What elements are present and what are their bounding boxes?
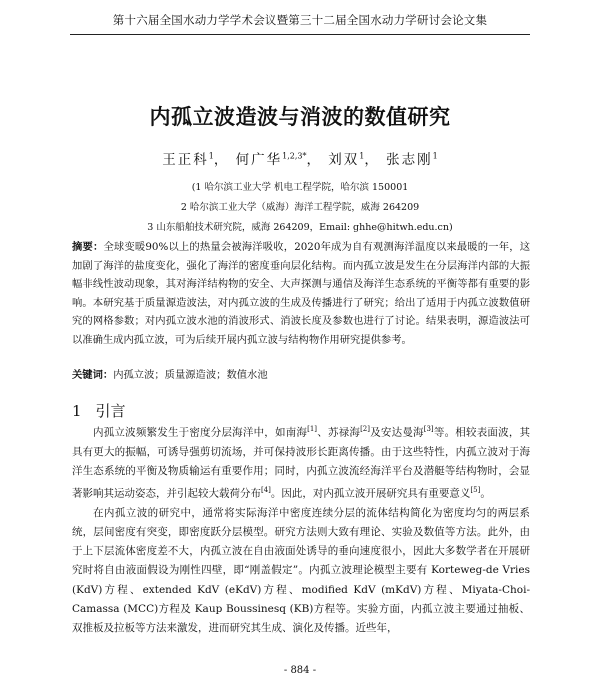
- paragraph: [72, 504, 530, 638]
- paper-title: 内孤立波造波与消波的数值研究: [149, 105, 451, 129]
- abstract: [72, 238, 530, 349]
- section-body: [72, 420, 530, 638]
- running-header: 第十六届全国水动力学学术会议暨第三十二届全国水动力学研讨会论文集: [112, 13, 488, 27]
- author-list: [0, 148, 600, 168]
- body-text-run: 等。相较表面波，其具有更大的振幅，可诱导强剪切流场，并可保持波形长距离传播。由于这些特性，内孤立波对于海洋生态系统的平衡及物质输运有重要作用；同时，内孤立波流经海洋平台及潜艇等结构物时，会显著影响其运动姿态，并引起较大载荷分布: [72, 426, 531, 500]
- header-divider: [70, 34, 530, 35]
- author-separator: ，: [306, 152, 322, 168]
- affiliation-line: 2 哈尔滨工业大学（威海）海洋工程学院，威海 264209: [180, 202, 420, 213]
- keywords-text: 内孤立波；质量源造波；数值水池: [113, 369, 268, 381]
- author-affil-mark: 1,2,3*: [282, 151, 307, 161]
- citation-ref: [4]: [261, 486, 271, 495]
- author-name: 何广华: [235, 152, 283, 168]
- author-name: 刘双: [328, 152, 360, 168]
- author-separator: ，: [213, 152, 230, 168]
- citation-ref: [1]: [307, 425, 318, 433]
- author-name: 王正科: [162, 152, 209, 168]
- body-text-run: 、苏禄海: [317, 426, 361, 439]
- affiliations: [0, 178, 600, 238]
- section-heading: [72, 400, 126, 421]
- author-affil-mark: 1: [432, 151, 438, 161]
- author-affil-mark: 1: [359, 151, 365, 161]
- abstract-label: 摘要：: [72, 241, 104, 253]
- author-affil-mark: 1: [208, 151, 214, 161]
- paragraph: [72, 420, 530, 504]
- body-text-run: 内孤立波频繁发生于密度分层海洋中，如南海: [93, 426, 308, 439]
- body-text-run: 。: [480, 487, 491, 500]
- body-text-run: 。因此，对内孤立波开展研究具有重要意义: [270, 487, 471, 500]
- citation-ref: [3]: [423, 425, 434, 433]
- section-title: 引言: [95, 402, 126, 420]
- citation-ref: [5]: [470, 486, 481, 495]
- keywords-label: 关键词：: [72, 369, 114, 381]
- citation-ref: [2]: [360, 425, 370, 433]
- section-number: 1: [72, 402, 82, 420]
- body-text-run: 在内孤立波的研究中，通常将实际海洋中密度连续分层的流体结构简化为密度均匀的两层系统，层间密度有突变，即密度跃分层模型。研究方法则大致有理论、实验及数值等方法。此外，由于上下层流体密度差不大，内孤立波在自由液面处诱导的垂向速度很小，因此大多数学者在开展研究时将自由液面假设为刚性四壁，即“刚盖假定”。内孤立波理论模型主要有 Korteweg-de Vries (KdV)方程、extended KdV (eKdV)方程、modified KdV (mKdV)方程、Miyata-Choi-Camassa (MCC)方程及 Kaup Boussinesq (KB)方程等。实验方面，内孤立波主要通过抽板、双推板及拉板等方法来激发，进而研究其生成、演化及传播。近些年，: [72, 506, 530, 635]
- abstract-text: 全球变暖90%以上的热量会被海洋吸收，2020年成为自有观测海洋温度以来最暖的一年，这加剧了海洋的盐度变化，强化了海洋的密度垂向层化结构。而内孤立波是发生在分层海洋内部的大振幅非线性波动现象，其对海洋结构物的安全、大声探测与通信及海洋生态系统的平衡等都有重要的影响。本研究基于质量源造波法，对内孤立波的生成及传播进行了研究；给出了适用于内孤立波数值研究的网格参数；对内孤立波水池的消波形式、消波长度及参数也进行了讨论。结果表明，源造波法可以准确生成内孤立波，可为后续开展内孤立波与结构物作用研究提供参考。: [72, 241, 531, 346]
- author-name: 张志刚: [386, 152, 433, 168]
- keywords: [72, 366, 530, 384]
- page-number: - 884 -: [283, 665, 317, 676]
- affiliation-line: 3 山东船舶技术研究院，威海 264209，Email: ghhe@hitwh.edu.cn): [147, 222, 453, 233]
- affiliation-line: (1 哈尔滨工业大学 机电工程学院，哈尔滨 150001: [191, 182, 409, 193]
- body-text-run: 及安达曼海: [370, 426, 424, 439]
- author-separator: ，: [364, 152, 380, 168]
